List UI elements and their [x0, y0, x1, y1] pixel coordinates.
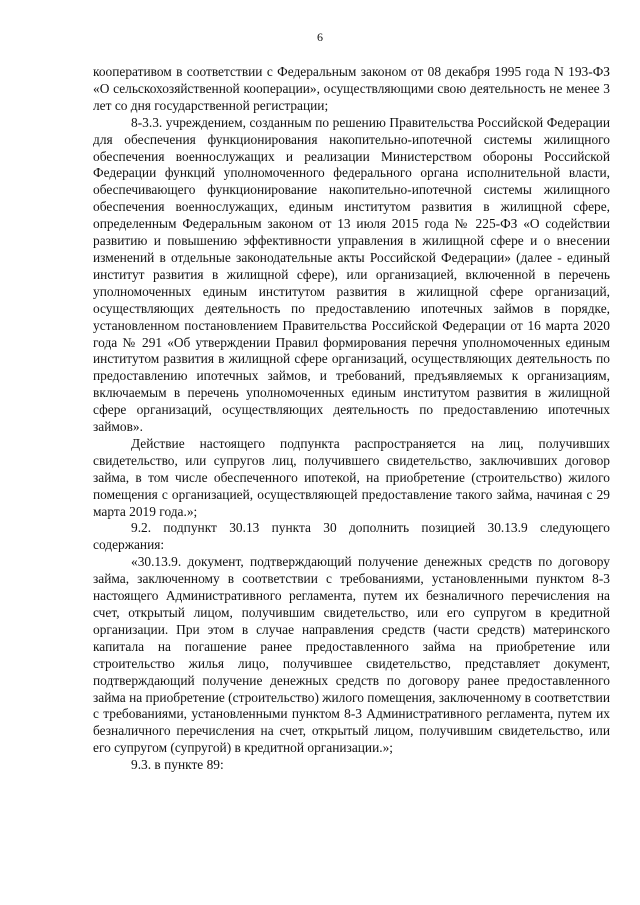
paragraph-applicability: Действие настоящего подпункта распространяется на лиц, получивших свидетельство, или супругов лиц, получившего свидетельство, заключивших договор займа, в том числе обеспеченного ипотекой, на приобретение (строительство) жилого помещения с организацией, осуществляющей предоставление такого займа, начиная с 29 марта 2019 года.»; — [93, 435, 610, 519]
page-number: 6 — [317, 30, 323, 44]
paragraph-8-3-3: 8-3.3. учреждением, созданным по решению Правительства Российской Федерации для обеспечения функционирования накопительно-ипотечной системы жилищного обеспечения военнослужащих и реализации Министерством обороны Российской Федерации функций уполномоченного федерального органа исполнительной власти, обеспечивающего функционирование накопительно-ипотечной системы жилищного обеспечения военнослужащих, единым институтом развития в жилищной сфере, определенным Федеральным законом от 13 июля 2015 года № 225-ФЗ «О содействии развитию и повышению эффективности управления в жилищной сфере и о внесении изменений в отдельные законодательные акты Российской Федерации» (далее - единый институт развития в жилищной сфере), или организацией, включенной в перечень уполномоченных единым институтом развития в жилищной сфере организаций, осуществляющих деятельность по предоставлению ипотечных займов в порядке, установленном постановлением Правительства Российской Федерации от 16 марта 2020 года № 291 «Об утверждении Правил формирования перечня уполномоченных единым институтом развития в жилищной сфере организаций, осуществляющих деятельность по предоставлению ипотечных займов, и требований, предъявляемых к организациям, включаемым в перечень уполномоченных единым институтом развития в жилищной сфере организаций, осуществляющих деятельность по предоставлению ипотечных займов». — [93, 114, 610, 435]
paragraph-9-3: 9.3. в пункте 89: — [131, 757, 224, 773]
paragraph-30-13-9: «30.13.9. документ, подтверждающий получение денежных средств по договору займа, заключенному в соответствии с требованиями, установленными пунктом 8-3 настоящего Административного регламента, путем их безналичного перечисления на счет, открытый лицом, получившим свидетельство, или его супругом в кредитной организации. При этом в случае направления средств (части средств) материнского капитала на погашение ранее предоставленного займа на приобретение или строительство жилья лицо, получившее свидетельство, представляет документ, подтверждающий получение денежных средств по договору ранее предоставленного займа на приобретение (строительство) жилого помещения, заключенному в соответствии с требованиями, установленными пунктом 8-3 Административного регламента, путем их безналичного перечисления на счет, открытый лицом, получившим свидетельство, или его супругом (супругой) в кредитной организации.»; — [93, 554, 610, 756]
paragraph-continuation: кооперативом в соответствии с Федеральным законом от 08 декабря 1995 года N 193-ФЗ «О сельскохозяйственной кооперации», осуществляющими свою деятельность не менее 3 лет со дня государственной регистрации; — [93, 64, 610, 113]
paragraph-9-2: 9.2. подпункт 30.13 пункта 30 дополнить позицией 30.13.9 следующего содержания: — [93, 520, 610, 553]
document-body — [93, 64, 610, 774]
